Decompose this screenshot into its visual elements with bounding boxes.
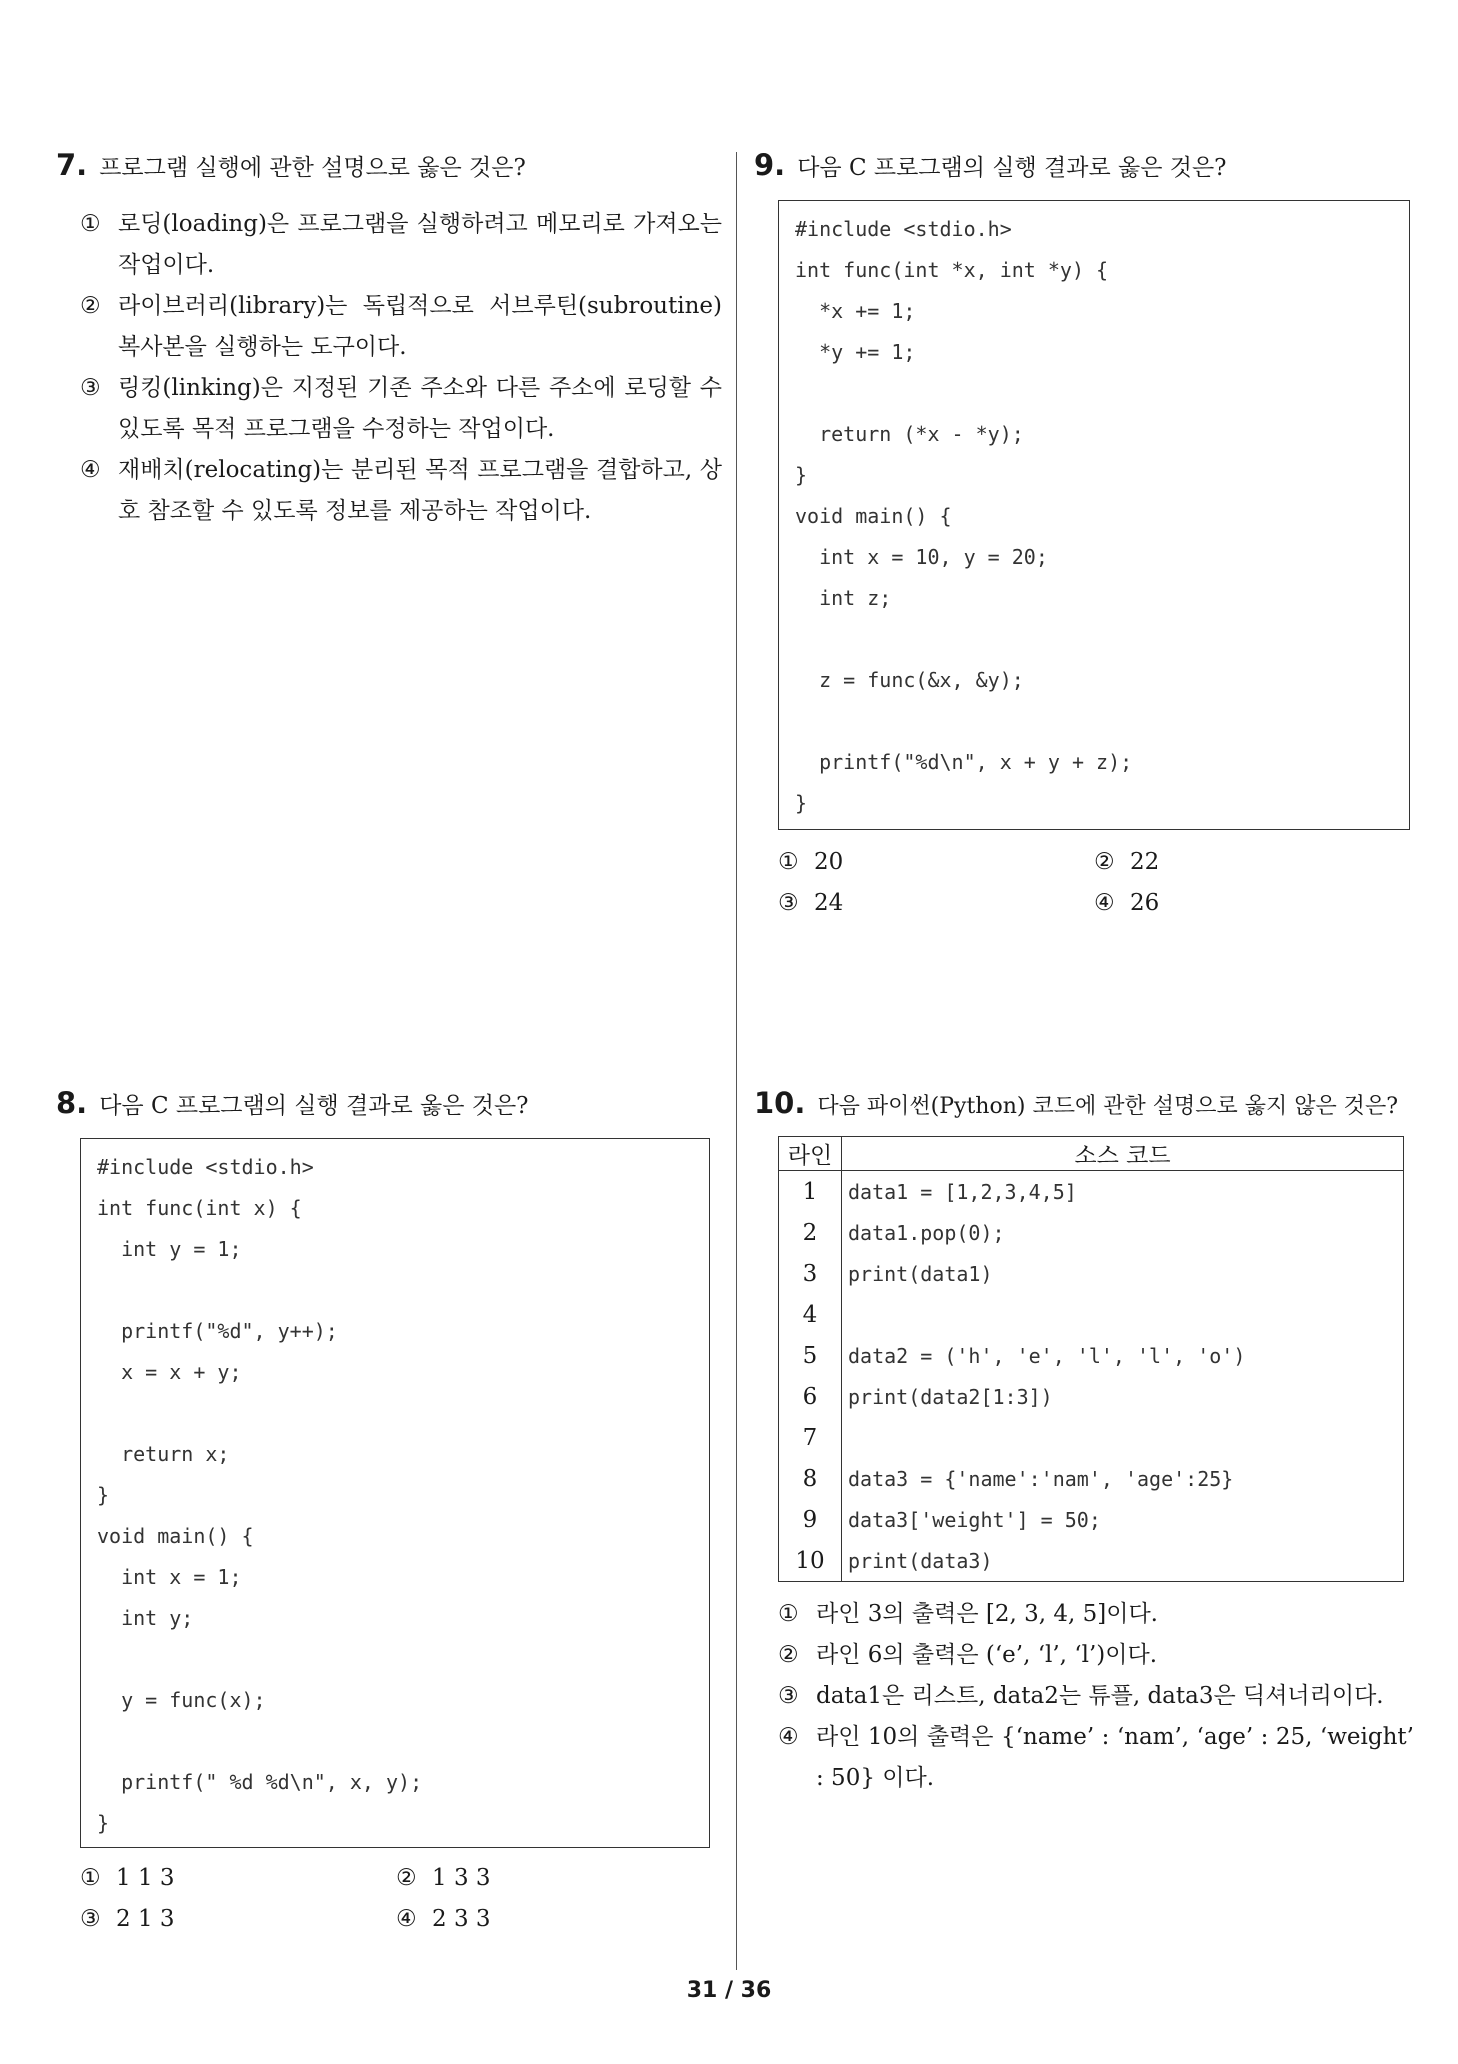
code-line: y = func(x);	[97, 1688, 266, 1712]
code-line: #include <stdio.h>	[97, 1155, 314, 1179]
source-header: 소스 코드	[842, 1137, 1404, 1171]
code-box	[778, 200, 1410, 830]
code-line: return (*x - *y);	[795, 422, 1024, 446]
code-line	[97, 1393, 709, 1434]
code-line: int x = 10, y = 20;	[795, 545, 1048, 569]
choice-list	[778, 842, 1414, 924]
code-line	[97, 1270, 709, 1311]
question-9	[754, 148, 1414, 924]
code-line: int func(int *x, int *y) {	[795, 258, 1109, 282]
column-divider	[736, 152, 737, 1970]
code-line	[795, 619, 1409, 660]
code-line: int y = 1;	[97, 1237, 242, 1261]
table-header-row	[779, 1137, 1404, 1171]
code-line: int func(int x) {	[97, 1196, 302, 1220]
choice-item[interactable]: ① 20	[778, 849, 844, 875]
code-line: return x;	[97, 1442, 230, 1466]
table-row: 2 data1.pop(0);	[779, 1212, 1404, 1253]
option-list	[778, 1594, 1414, 1799]
line-header: 라인	[779, 1137, 842, 1171]
option-item[interactable]: ③ data1은 리스트, data2는 튜플, data3은 딕셔너리이다.	[778, 1683, 1384, 1709]
code-line: void main() {	[795, 504, 952, 528]
choice-item[interactable]: ② 22	[1094, 849, 1160, 875]
code-line	[795, 373, 1409, 414]
question-text: 다음 C 프로그램의 실행 결과로 옳은 것은?	[797, 155, 1227, 181]
code-line: *x += 1;	[795, 299, 916, 323]
option-item[interactable]: ④ 재배치(relocating)는 분리된 목적 프로그램을 결합하고, 상호 참조할 수 있도록 정보를 제공하는 작업이다.	[80, 457, 722, 524]
code-line: }	[795, 463, 808, 487]
option-item[interactable]: ② 라이브러리(library)는 독립적으로 서브루틴(subroutine) 복사본을 실행하는 도구이다.	[80, 293, 722, 360]
question-text: 다음 파이썬(Python) 코드에 관한 설명으로 옳지 않은 것은?	[817, 1094, 1398, 1119]
option-item[interactable]: ① 라인 3의 출력은 [2, 3, 4, 5]이다.	[778, 1601, 1158, 1627]
code-line: printf("%d\n", x + y + z);	[795, 750, 1133, 774]
code-line: printf(" %d %d\n", x, y);	[97, 1770, 423, 1794]
code-line: *y += 1;	[795, 340, 916, 364]
question-number: 7.	[56, 148, 88, 182]
question-text: 다음 C 프로그램의 실행 결과로 옳은 것은?	[99, 1093, 529, 1119]
option-list	[80, 204, 722, 532]
option-item[interactable]: ③ 링킹(linking)은 지정된 기존 주소와 다른 주소에 로딩할 수 있도록 목적 프로그램을 수정하는 작업이다.	[80, 375, 722, 442]
table-row: 5 data2 = ('h', 'e', 'l', 'l', 'o')	[779, 1335, 1404, 1376]
choice-item[interactable]: ① 1 1 3	[80, 1865, 175, 1891]
table-row: 3 print(data1)	[779, 1253, 1404, 1294]
code-line: int x = 1;	[97, 1565, 242, 1589]
option-item[interactable]: ④ 라인 10의 출력은 {‘name’ : ‘nam’, ‘age’ : 25, ‘weight’ : 50} 이다.	[778, 1724, 1414, 1791]
choice-list	[80, 1858, 722, 1940]
table-row: 10 print(data3)	[779, 1540, 1404, 1582]
choice-item[interactable]: ④ 26	[1094, 890, 1160, 916]
option-item[interactable]: ① 로딩(loading)은 프로그램을 실행하려고 메모리로 가져오는 작업이다.	[80, 211, 722, 278]
code-line	[97, 1721, 709, 1762]
option-item[interactable]: ② 라인 6의 출력은 (‘e’, ‘l’, ‘l’)이다.	[778, 1642, 1158, 1668]
code-line: int y;	[97, 1606, 194, 1630]
table-row: 1 data1 = [1,2,3,4,5]	[779, 1171, 1404, 1213]
question-text: 프로그램 실행에 관한 설명으로 옳은 것은?	[99, 155, 526, 181]
question-number: 9.	[754, 148, 786, 182]
choice-item[interactable]: ④ 2 3 3	[396, 1906, 491, 1932]
code-line: }	[795, 791, 808, 815]
source-code-table	[778, 1136, 1404, 1582]
table-row: 4	[779, 1294, 1404, 1335]
table-row: 9 data3['weight'] = 50;	[779, 1499, 1404, 1540]
code-line: }	[97, 1483, 110, 1507]
code-line: int z;	[795, 586, 892, 610]
code-box	[80, 1138, 710, 1848]
table-row: 6 print(data2[1:3])	[779, 1376, 1404, 1417]
choice-item[interactable]: ② 1 3 3	[396, 1865, 491, 1891]
code-line: x = x + y;	[97, 1360, 242, 1384]
page-number: 31 / 36	[686, 1978, 772, 2003]
code-line	[97, 1639, 709, 1680]
choice-item[interactable]: ③ 2 1 3	[80, 1906, 175, 1932]
code-line: printf("%d", y++);	[97, 1319, 338, 1343]
choice-item[interactable]: ③ 24	[778, 890, 844, 916]
question-10	[754, 1086, 1414, 1799]
code-line: void main() {	[97, 1524, 254, 1548]
question-number: 8.	[56, 1086, 88, 1120]
question-7	[56, 148, 722, 532]
question-8	[56, 1086, 722, 1940]
table-row: 7	[779, 1417, 1404, 1458]
table-row: 8 data3 = {'name':'nam', 'age':25}	[779, 1458, 1404, 1499]
code-line	[795, 701, 1409, 742]
code-line: #include <stdio.h>	[795, 217, 1012, 241]
code-line: z = func(&x, &y);	[795, 668, 1024, 692]
code-line: }	[97, 1811, 110, 1835]
question-number: 10.	[754, 1086, 806, 1120]
